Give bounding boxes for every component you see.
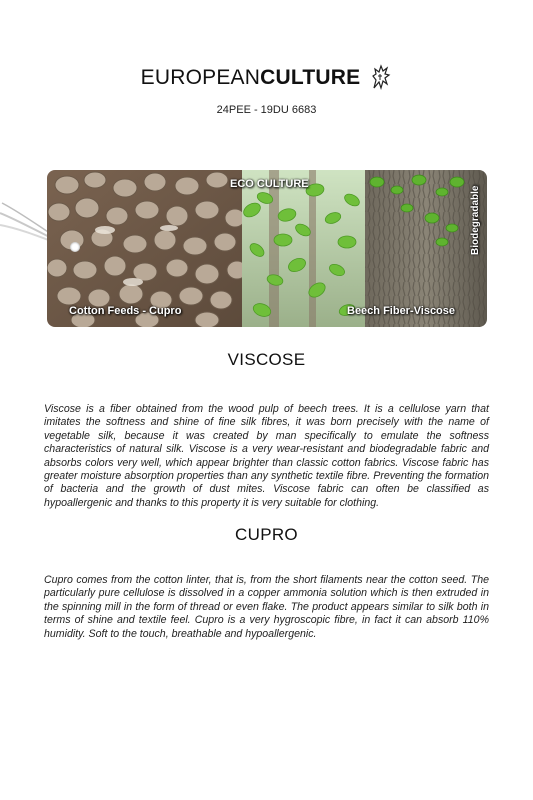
- cupro-description: Cupro comes from the cotton linter, that is, from the short filaments near the cotton seed. The particularly pure cellulose is dissolved in a copper ammonia solution which is then extruded in the spinning mill in the form of thread or even flake. The product appears similar to silk both in terms of shine and textile feel. Cupro is a very hygroscopic fibre, in fact it can absorb 110% humidity. Soft to the touch, breathable and hypoallergenic.: [44, 574, 489, 640]
- cupro-heading: CUPRO: [235, 525, 298, 544]
- product-code: 24PEE - 19DU 6683: [216, 104, 317, 116]
- viscose-heading: VISCOSE: [227, 350, 306, 369]
- cotton-feeds-cupro-label: Cotton Feeds - Cupro: [69, 305, 182, 317]
- eco-culture-banner: [47, 170, 487, 327]
- brand-name-bold: CULTURE: [260, 66, 361, 89]
- brand-name-light: EUROPEAN: [140, 66, 261, 89]
- beech-fiber-viscose-label: Beech Fiber-Viscose: [347, 305, 456, 317]
- viscose-description: Viscose is a fiber obtained from the wood pulp of beech trees. It is a cellulose yarn that imitates the softness and shine of fine silk fibres, it was born precisely with the name of vegetable silk, because it was created by man specifically to emulate the softness characteristics of natural silk. Viscose is a very wear-resistant and biodegradable fabric and absorbs colors very well, which appear brighter than classic cotton fabrics. Viscose fabric has greater moisture absorption properties than any synthetic textile fibre. Preventing the formation of bacteria and the growth of dust mites. Viscose fabric can often be classified as hypoallergenic and thanks to this property it is very suitable for clothing.: [44, 403, 489, 509]
- banner-image: [47, 170, 487, 327]
- griffin-crest-icon: [370, 64, 392, 96]
- biodegradable-label: Biodegradable: [470, 185, 481, 255]
- brand-logo: [0, 64, 533, 96]
- eco-culture-label: ECO CULTURE: [230, 178, 309, 190]
- hang-tag-hole: [70, 242, 80, 252]
